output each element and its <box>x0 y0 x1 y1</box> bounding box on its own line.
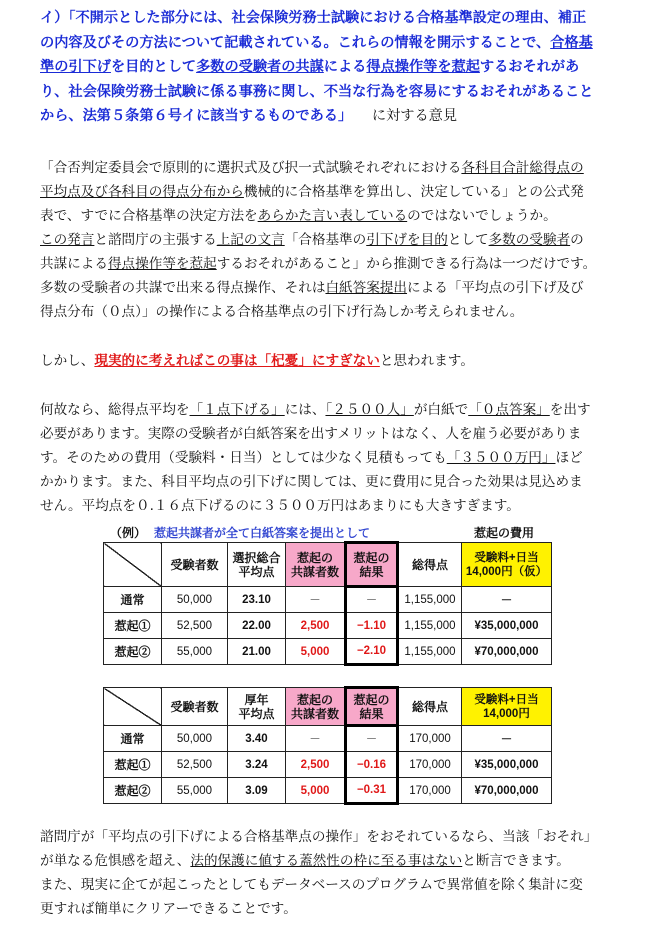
result-cell: −2.10 <box>346 639 398 665</box>
row-label: 惹起② <box>104 778 162 804</box>
cost-cell: ¥70,000,000 <box>462 778 552 804</box>
paragraph-however: しかし、現実的に考えればこの事は「杞憂」にすぎないと思われます。 <box>40 353 474 369</box>
total-score-cell: 170,000 <box>398 726 462 752</box>
result-cell: −1.10 <box>346 613 398 639</box>
total-score-cell: 1,155,000 <box>398 613 462 639</box>
table-header-row <box>104 688 552 726</box>
cost-caption: 惹起の費用 <box>474 526 535 540</box>
header-cell: 受験者数 <box>162 688 228 726</box>
colluders-cell: － <box>286 587 346 613</box>
header-cell: 惹起の 結果 <box>346 688 398 726</box>
paragraph-reasoning: 何故なら、総得点平均を「１点下げる」には、「２５００人」が白紙で「０点答案」を出す 必要があります。実際の受験者が白紙答案を出すメリットはなく、人を雇う必要がありま す。そのための費用（受験料・日当）としては少なく見積もっても「３５００万円」ほど かかります。また、科目平均点の引下げに関しては、更に費用に見合った効果は見込めま せん。平均点を０.１６点下げるのに３５００万円はあまりにも大きすぎます。 <box>40 402 591 514</box>
header-cell: 総得点 <box>398 688 462 726</box>
table-row <box>104 778 552 804</box>
header-cell: 総得点 <box>398 543 462 587</box>
average-cell: 3.24 <box>228 752 286 778</box>
result-cell: −0.16 <box>346 752 398 778</box>
examinees-cell: 50,000 <box>162 726 228 752</box>
colluders-cell: 2,500 <box>286 613 346 639</box>
diagonal-corner-cell <box>104 543 162 587</box>
collusion-table-selective <box>103 541 552 666</box>
collusion-table-pension <box>103 686 552 805</box>
table-row <box>104 613 552 639</box>
header-cell: 惹起の 共謀者数 <box>286 543 346 587</box>
cost-cell: ¥70,000,000 <box>462 639 552 665</box>
examinees-cell: 50,000 <box>162 587 228 613</box>
row-label: 通常 <box>104 587 162 613</box>
emphasis-unfounded-fear: 現実的に考えればこの事は「杞憂」にすぎない <box>94 353 380 369</box>
header-cell: 選択総合 平均点 <box>228 543 286 587</box>
heading-line-1: イ）「不開示とした部分には、社会保険労務士試験における合格基準設定の理由、補正 <box>40 10 587 26</box>
cost-cell: － <box>462 587 552 613</box>
average-cell: 3.40 <box>228 726 286 752</box>
row-label: 通常 <box>104 726 162 752</box>
colluders-cell: 5,000 <box>286 778 346 804</box>
cost-cell: ¥35,000,000 <box>462 613 552 639</box>
examinees-cell: 55,000 <box>162 639 228 665</box>
average-cell: 23.10 <box>228 587 286 613</box>
diagonal-corner-cell <box>104 688 162 726</box>
header-cell-cost: 受験料+日当 14,000円（仮） <box>462 543 552 587</box>
total-score-cell: 1,155,000 <box>398 587 462 613</box>
heading-line-5: から、法第５条第６号イに該当するものである」 に対する意見 <box>40 108 458 124</box>
colluders-cell: 5,000 <box>286 639 346 665</box>
average-cell: 3.09 <box>228 778 286 804</box>
examinees-cell: 52,500 <box>162 752 228 778</box>
heading-line-4: り、社会保険労務士試験に係る事務に関し、不当な行為を容易にするおそれがあること <box>40 83 594 100</box>
heading-line-3: 準の引下げを目的として多数の受験者の共謀による得点操作等を惹起するおそれがあ <box>40 59 580 75</box>
cost-cell: ¥35,000,000 <box>462 752 552 778</box>
objection-heading <box>40 6 640 129</box>
result-cell: −0.31 <box>346 778 398 804</box>
table-caption: （例） 惹起共謀者が全て白紙答案を提出として <box>110 526 371 540</box>
row-label: 惹起① <box>104 613 162 639</box>
paragraph-official-statement: 「合否判定委員会で原則的に選択式及び択一式試験それぞれにおける各科目合計総得点の 平均点及び各科目の得点分布から機械的に合格基準を算出し、決定している」との公式発 表で、すでに合格基準の決定方法をあらかた言い表しているのではないでしょうか。 この発言と諮問庁の主張する上記の文言「合格基準の引下げを目的として多数の受験者の 共謀による得点操作等を惹起するおそれがあること」から推測できる行為は一つだけです。 多数の受験者の共謀で出来る得点操作、それは白紙答案提出による「平均点の引下げ及び 得点分布（０点）」の操作による合格基準点の引下げ行為しか考えられません。 <box>40 160 597 320</box>
table-row <box>104 752 552 778</box>
table-header-row <box>104 543 552 587</box>
average-cell: 21.00 <box>228 639 286 665</box>
cost-cell: － <box>462 726 552 752</box>
result-cell: － <box>346 587 398 613</box>
header-cell: 厚年 平均点 <box>228 688 286 726</box>
header-cell: 惹起の 共謀者数 <box>286 688 346 726</box>
total-score-cell: 170,000 <box>398 778 462 804</box>
header-cell: 惹起の 結果 <box>346 543 398 587</box>
header-cell: 受験者数 <box>162 543 228 587</box>
examinees-cell: 52,500 <box>162 613 228 639</box>
header-cell-cost: 受験料+日当 14,000円 <box>462 688 552 726</box>
colluders-cell: － <box>286 726 346 752</box>
heading-line-2: の内容及びその方法について記載されている。これらの情報を開示することで、合格基 <box>40 34 593 51</box>
row-label: 惹起① <box>104 752 162 778</box>
colluders-cell: 2,500 <box>286 752 346 778</box>
examinees-cell: 55,000 <box>162 778 228 804</box>
paragraph-conclusion: 諮問庁が「平均点の引下げによる合格基準点の操作」をおそれているなら、当該「おそれ」 が単なる危惧感を超え、法的保護に値する蓋然性の枠に至る事はないと断言できます。 また、現実に企てが起こったとしてもデータベースのプログラムで異常値を除く集計に変 更すれば簡単にクリアーできることです。 <box>40 829 598 917</box>
total-score-cell: 1,155,000 <box>398 639 462 665</box>
result-cell: － <box>346 726 398 752</box>
total-score-cell: 170,000 <box>398 752 462 778</box>
table-row <box>104 587 552 613</box>
table-row <box>104 726 552 752</box>
average-cell: 22.00 <box>228 613 286 639</box>
table-row <box>104 639 552 665</box>
row-label: 惹起② <box>104 639 162 665</box>
